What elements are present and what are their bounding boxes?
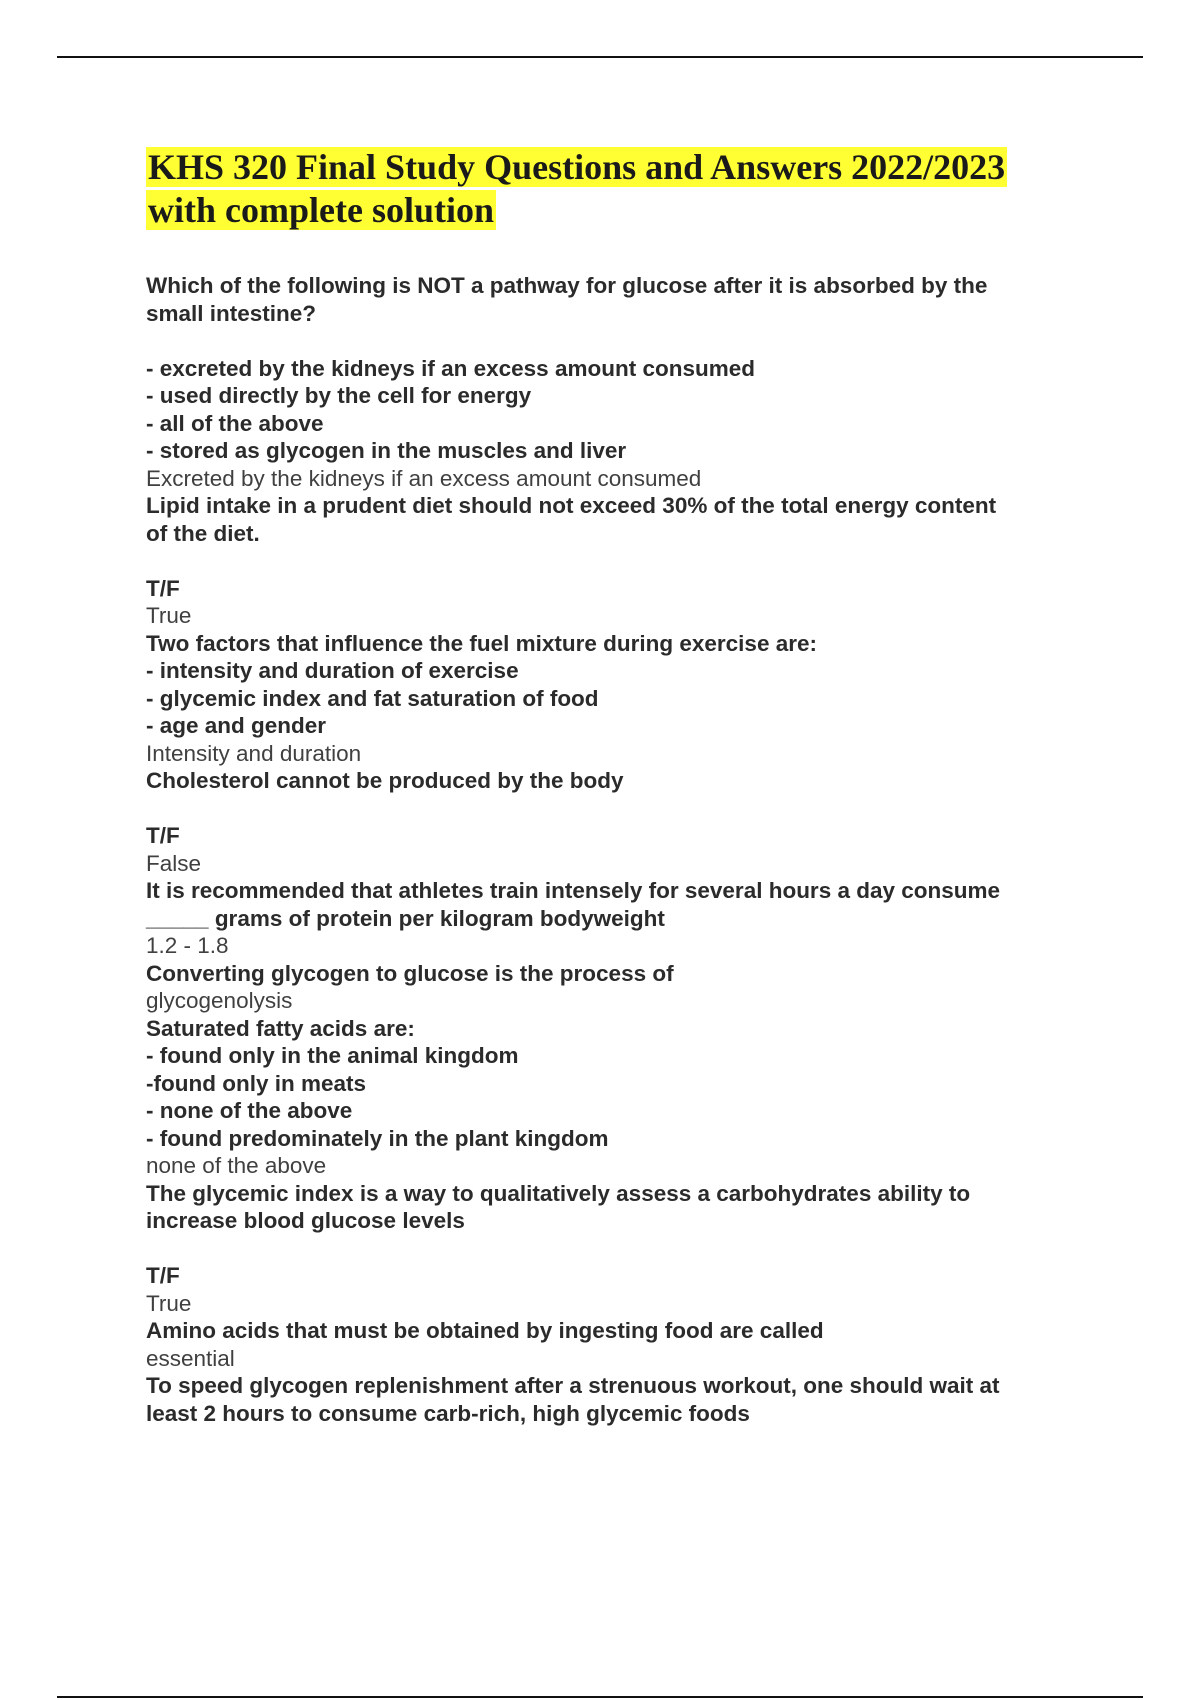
question-line: - none of the above	[146, 1098, 353, 1123]
question-line: - intensity and duration of exercise	[146, 658, 519, 683]
question-line: Converting glycogen to glucose is the process of	[146, 960, 674, 986]
question-line: It is recommended that athletes train intensely for several hours a day consume	[146, 878, 1001, 903]
qa-item	[146, 960, 1076, 1015]
document-title	[146, 146, 1076, 232]
qa-item	[146, 1180, 1076, 1318]
bottom-rule	[57, 1696, 1143, 1698]
question	[146, 877, 1076, 932]
blank-line	[146, 327, 1076, 355]
answer: Intensity and duration	[146, 740, 362, 766]
question-line: T/F	[146, 575, 180, 601]
question	[146, 767, 1076, 850]
qa-item	[146, 767, 1076, 877]
question-line: - all of the above	[146, 410, 324, 436]
answer: 1.2 - 1.8	[146, 933, 229, 958]
question-line: - used directly by the cell for energy	[146, 383, 532, 408]
question-line: Lipid intake in a prudent diet should not exceed 30% of the total energy content	[146, 493, 997, 518]
question-line: - stored as glycogen in the muscles and liver	[146, 438, 627, 463]
answer: glycogenolysis	[146, 988, 293, 1013]
question-line: Two factors that influence the fuel mixture during exercise are:	[146, 630, 817, 656]
document-body	[146, 146, 1076, 1427]
question-line: Saturated fatty acids are:	[146, 1015, 415, 1041]
title-line-2: with complete solution	[148, 190, 494, 230]
question	[146, 1180, 1076, 1290]
answer: none of the above	[146, 1153, 327, 1178]
qa-item	[146, 630, 1076, 768]
question	[146, 960, 1076, 988]
qa-item	[146, 1372, 1076, 1427]
question-line: increase blood glucose levels	[146, 1208, 465, 1233]
qa-list	[146, 272, 1076, 1427]
question-line: _____ grams of protein per kilogram bodyweight	[146, 905, 665, 931]
question-line: The glycemic index is a way to qualitatively assess a carbohydrates ability to	[146, 1180, 971, 1206]
qa-item	[146, 1015, 1076, 1180]
question-line: - excreted by the kidneys if an excess amount consumed	[146, 355, 755, 381]
blank-line	[146, 547, 1076, 575]
question-line: - glycemic index and fat saturation of food	[146, 685, 599, 711]
question	[146, 1372, 1076, 1427]
answer: Excreted by the kidneys if an excess amount consumed	[146, 465, 702, 491]
question-line: Cholesterol cannot be produced by the body	[146, 768, 624, 793]
qa-item	[146, 877, 1076, 960]
question-line: T/F	[146, 823, 180, 848]
answer: False	[146, 850, 202, 876]
question	[146, 1015, 1076, 1153]
question	[146, 492, 1076, 602]
question-line: -found only in meats	[146, 1070, 367, 1096]
answer: True	[146, 1290, 192, 1316]
title-line-1: KHS 320 Final Study Questions and Answers 2022/2023	[148, 147, 1006, 187]
question-line: - found only in the animal kingdom	[146, 1043, 519, 1068]
qa-item	[146, 492, 1076, 630]
qa-item	[146, 1317, 1076, 1372]
question	[146, 1317, 1076, 1345]
top-rule	[57, 56, 1143, 58]
question-line: least 2 hours to consume carb-rich, high glycemic foods	[146, 1400, 750, 1426]
blank-line	[146, 1235, 1076, 1263]
question	[146, 272, 1076, 465]
question-line: small intestine?	[146, 300, 317, 326]
question-line: Amino acids that must be obtained by ingesting food are called	[146, 1318, 824, 1343]
question-line: To speed glycogen replenishment after a strenuous workout, one should wait at	[146, 1373, 1000, 1398]
question-line: T/F	[146, 1263, 180, 1288]
question-line: - age and gender	[146, 713, 327, 738]
answer: True	[146, 603, 192, 628]
qa-item	[146, 272, 1076, 492]
blank-line	[146, 795, 1076, 823]
answer: essential	[146, 1345, 235, 1371]
question	[146, 630, 1076, 740]
question-line: - found predominately in the plant kingdom	[146, 1125, 609, 1151]
question-line: Which of the following is NOT a pathway for glucose after it is absorbed by the	[146, 273, 988, 298]
question-line: of the diet.	[146, 520, 260, 546]
